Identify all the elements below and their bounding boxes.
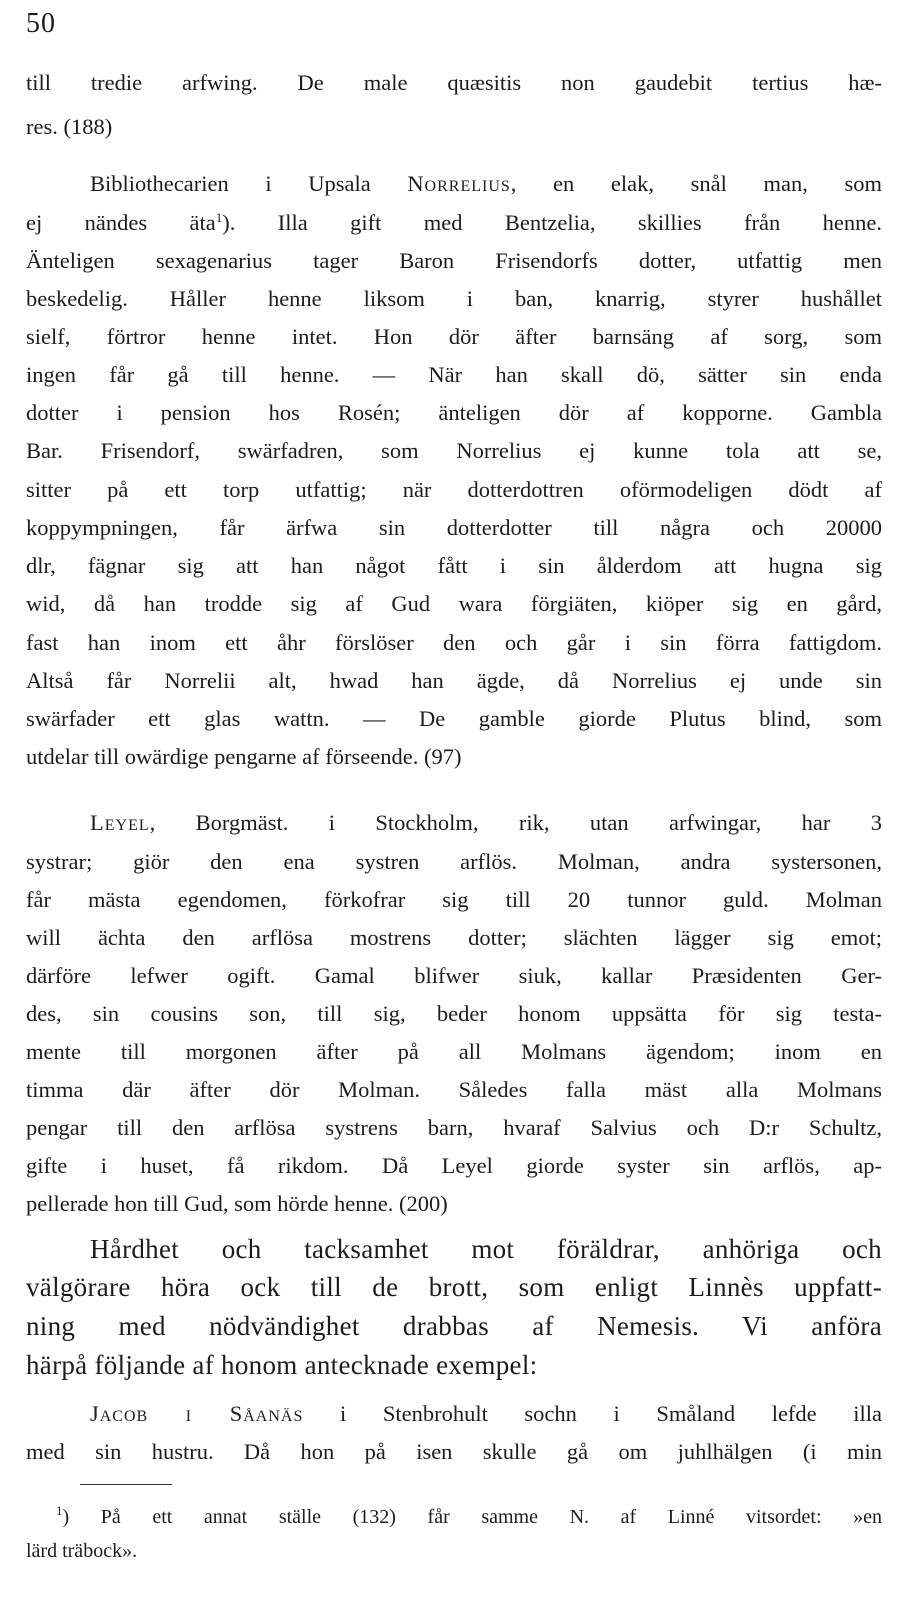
text-line: därföre lefwer ogift. Gamal blifwer siuk, kallar Præsidenten Ger- <box>26 963 882 988</box>
text-line: swärfader ett glas wattn. — De gamble giorde Plutus blind, som <box>26 706 882 731</box>
text-line: får mästa egendomen, förkofrar sig till 20 tunnor guld. Molman <box>26 887 882 912</box>
footnote-divider <box>80 1484 172 1485</box>
text-line: gifte i huset, få rikdom. Då Leyel giorde syster sin arflös, ap- <box>26 1153 882 1178</box>
text-fragment: Bibliothecarien i Upsala <box>90 171 408 196</box>
text-line: dotter i pension hos Rosén; änteligen dör af kopporne. Gambla <box>26 400 882 425</box>
footnote-line <box>56 1503 882 1528</box>
footnote-marker: 1 <box>56 1503 63 1518</box>
text-line: timma där äfter dör Molman. Således falla mäst alla Molmans <box>26 1077 882 1102</box>
person-name: Jacob i Såanäs <box>90 1401 304 1426</box>
page-number: 50 <box>26 8 56 39</box>
text-line: Änteligen sexagenarius tager Baron Frisendorfs dotter, utfattig men <box>26 248 882 273</box>
text-line: des, sin cousins son, till sig, beder honom uppsätta för sig testa- <box>26 1001 882 1026</box>
text-line: sielf, förtror henne intet. Hon dör äfter barnsäng af sorg, som <box>26 324 882 349</box>
text-line: pengar till den arflösa systrens barn, hvaraf Salvius och D:r Schultz, <box>26 1115 882 1140</box>
text-line: ning med nödvändighet drabbas af Nemesis. Vi anföra <box>26 1311 882 1341</box>
text-line: dlr, fägnar sig att han något fått i sin ålderdom att hugna sig <box>26 553 882 578</box>
text-fragment: ej nändes äta <box>26 210 216 235</box>
text-line <box>90 812 882 835</box>
text-line: Hårdhet och tacksamhet mot föräldrar, anhöriga och <box>90 1234 882 1264</box>
text-line: med sin hustru. Då hon på isen skulle gå om juhlhälgen (i min <box>26 1439 882 1464</box>
text-line: utdelar till owärdige pengarne af förseende. (97) <box>26 744 462 769</box>
text-line: välgörare höra ock till de brott, som enligt Linnès uppfatt- <box>26 1272 882 1302</box>
text-line: Bar. Frisendorf, swärfadren, som Norrelius ej kunne tola att se, <box>26 438 882 463</box>
text-line <box>26 212 882 235</box>
text-fragment: , Borgmäst. i Stockholm, rik, utan arfwingar, har 3 <box>149 810 882 835</box>
footnote-line: lärd träbock». <box>26 1540 138 1562</box>
text-line: fast han inom ett åhr förslöser den och går i sin förra fattigdom. <box>26 630 882 655</box>
text-line: res. (188) <box>26 114 113 139</box>
text-line: systrar; giör den ena systren arflös. Molman, andra systersonen, <box>26 849 882 874</box>
text-line: wid, då han trodde sig af Gud wara förgiäten, kiöper sig en gård, <box>26 591 882 616</box>
person-name: Leyel <box>90 810 150 835</box>
text-line: Altså får Norrelii alt, hwad han ägde, då Norrelius ej unde sin <box>26 668 882 693</box>
text-fragment: , en elak, snål man, som <box>510 171 882 196</box>
text-line: beskedelig. Håller henne liksom i ban, knarrig, styrer hushållet <box>26 286 882 311</box>
text-line: sitter på ett torp utfattig; när dotterdottren oförmodeligen dödt af <box>26 477 882 502</box>
text-line <box>90 173 882 196</box>
text-line: pellerade hon till Gud, som hörde henne. (200) <box>26 1191 448 1216</box>
text-line: will ächta den arflösa mostrens dotter; slächten lägger sig emot; <box>26 925 882 950</box>
text-fragment: i Stenbrohult sochn i Småland lefde illa <box>303 1401 882 1426</box>
text-line: mente till morgonen äfter på all Molmans ägendom; inom en <box>26 1039 882 1064</box>
person-name: Norrelius <box>407 171 511 196</box>
text-line: koppympningen, får ärfwa sin dotterdotter till några och 20000 <box>26 515 882 540</box>
text-fragment: ) På ett annat ställe (132) får samme N. af Linné vitsordet: »en <box>62 1506 882 1528</box>
text-line: till tredie arfwing. De male quæsitis non gaudebit tertius hæ- <box>26 70 882 95</box>
footnote-reference: 1 <box>215 210 223 225</box>
text-fragment: ). Illa gift med Bentzelia, skillies från henne. <box>222 210 882 235</box>
text-line: härpå följande af honom antecknade exempel: <box>26 1350 538 1380</box>
text-line <box>90 1403 882 1426</box>
text-line: ingen får gå till henne. — När han skall dö, sätter sin enda <box>26 362 882 387</box>
